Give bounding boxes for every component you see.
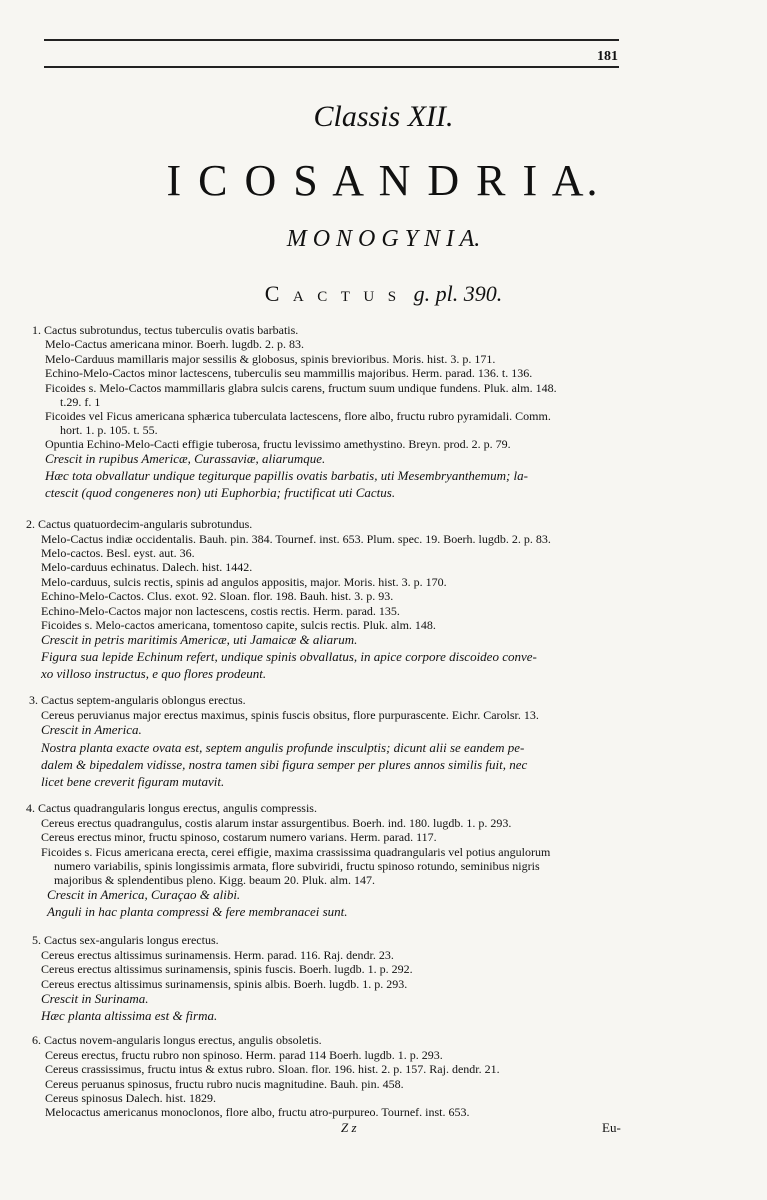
- entry-line: Cereus erectus, fructu rubro non spinoso. Herm. parad 114 Boerh. lugdb. 1. p. 293.: [45, 1048, 443, 1062]
- entry-line: Cereus peruvianus major erectus maximus, spinis fuscis obsitus, flore purpurascente. Eichr. Carolsr. 13.: [41, 708, 539, 722]
- entry-line: Cereus erectus altissimus surinamensis. Herm. parad. 116. Raj. dendr. 23.: [41, 948, 394, 962]
- entry-line: Cereus crassissimus, fructu intus & extus rubro. Sloan. flor. 196. hist. 2. p. 157. Raj. dendr. 21.: [45, 1062, 500, 1076]
- genus-reference: g. pl. 390.: [413, 281, 503, 306]
- entry-line: Cereus erectus minor, fructu spinoso, costarum numero varians. Herm. parad. 117.: [41, 830, 437, 844]
- entry-observation: dalem & bipedalem vidisse, nostra tamen sibi figura semper per plures annos similis fuit, nec: [41, 757, 528, 772]
- suborder-heading: M O N O G Y N I A.: [286, 226, 481, 252]
- entry-habitat: Crescit in rupibus Americæ, Curassaviæ, aliarumque.: [45, 451, 326, 466]
- entry-habitat: Crescit in Surinama.: [41, 991, 149, 1006]
- entry-line: Cereus peruanus spinosus, fructu rubro nucis magnitudine. Bauh. pin. 458.: [45, 1077, 404, 1091]
- entry-line: Ficoides s. Melo-cactos americana, tomentoso capite, sulcis rectis. Pluk. alm. 148.: [41, 618, 436, 632]
- entry-line: Echino-Melo-Cactos minor lactescens, tuberculis seu mammillis majoribus. Herm. parad. 136. t. 136.: [45, 366, 533, 380]
- entry-line: numero variabilis, spinis longissimis armata, flore subviridi, fructu spinoso rotundo, seminibus nigris: [54, 859, 540, 873]
- genus-heading: [0, 281, 767, 307]
- entry-line: Melo-carduus, sulcis rectis, spinis ad angulos appositis, major. Moris. hist. 3. p. 170.: [41, 575, 447, 589]
- entry-habitat: Crescit in petris maritimis Americæ, uti Jamaicæ & aliarum.: [41, 632, 358, 647]
- genus-name: C a c t u s: [264, 281, 401, 306]
- entry-line: 3. Cactus septem-angularis oblongus erectus.: [29, 693, 246, 707]
- entry-observation: Anguli in hac planta compressi & fere membranacei sunt.: [47, 904, 348, 919]
- entry-line: Cereus erectus quadrangulus, costis alarum instar assurgentibus. Boerh. ind. 180. lugdb. 1. p. 293.: [41, 816, 512, 830]
- catchword: Eu-: [602, 1120, 621, 1135]
- top-rule: [44, 39, 619, 41]
- entry-line: Ficoides s. Ficus americana erecta, cerei effigie, maxima crassissima quadrangularis vel potius angulorum: [41, 845, 551, 859]
- entry-line: Echino-Melo-Cactos. Clus. exot. 92. Sloan. flor. 198. Bauh. hist. 3. p. 93.: [41, 589, 394, 603]
- entry-line: 6. Cactus novem-angularis longus erectus, angulis obsoletis.: [32, 1033, 322, 1047]
- entry-line: 4. Cactus quadrangularis longus erectus, angulis compressis.: [26, 801, 317, 815]
- entry-line: Cereus erectus altissimus surinamensis, spinis albis. Boerh. lugdb. 1. p. 293.: [41, 977, 408, 991]
- entry-line: Opuntia Echino-Melo-Cacti effigie tuberosa, fructu levissimo amethystino. Breyn. prod. 2. p. 79.: [45, 437, 511, 451]
- entry-observation: ctescit (quod congeneres non) uti Euphorbia; fructificat uti Cactus.: [45, 485, 396, 500]
- entry-observation: xo villoso instructus, e quo flores prodeunt.: [41, 666, 267, 681]
- entry-line: Ficoides s. Melo-Cactos mammillaris glabra sulcis carens, fructum suum undique fundens. Pluk. alm. 148.: [45, 381, 557, 395]
- entry-habitat: Crescit in America.: [41, 722, 142, 737]
- entry-line: Cereus erectus altissimus surinamensis, spinis fuscis. Boerh. lugdb. 1. p. 292.: [41, 962, 413, 976]
- entry-observation: Hæc tota obvallatur undique tegiturque papillis ovatis barbatis, uti Mesembryanthemum; la-: [45, 468, 528, 483]
- entry-line: Melo-Cactus indiæ occidentalis. Bauh. pin. 384. Tournef. inst. 653. Plum. spec. 19. Boerh. lugdb. 2. p. 83.: [41, 532, 551, 546]
- header-rule: [44, 66, 619, 68]
- entry-observation: Figura sua lepide Echinum refert, undique spinis obvallatus, in apice corpore discoideo conve-: [41, 649, 537, 664]
- entry-line: 5. Cactus sex-angularis longus erectus.: [32, 933, 219, 947]
- entry-line: Melo-carduus echinatus. Dalech. hist. 1442.: [41, 560, 253, 574]
- entry-line: 2. Cactus quatuordecim-angularis subrotundus.: [26, 517, 253, 531]
- entry-line: t.29. f. 1: [60, 395, 101, 409]
- entry-line: 1. Cactus subrotundus, tectus tuberculis ovatis barbatis.: [32, 323, 299, 337]
- entry-line: Ficoides vel Ficus americana sphærica tuberculata lactescens, flore albo, fructu rubro pyramidali. Comm.: [45, 409, 551, 423]
- entry-observation: Hæc planta altissima est & firma.: [41, 1008, 218, 1023]
- entry-observation: Nostra planta exacte ovata est, septem angulis profunde insculptis; dicunt alii se eandem pe-: [41, 740, 525, 755]
- entry-line: Melocactus americanus monoclonos, flore albo, fructu atro-purpureo. Tournef. inst. 653.: [45, 1105, 470, 1119]
- entry-line: Cereus spinosus Dalech. hist. 1829.: [45, 1091, 216, 1105]
- signature-mark: Z z: [341, 1120, 357, 1135]
- page-number: 181: [597, 49, 618, 64]
- entry-line: Melo-Carduus mamillaris major sessilis & globosus, spinis brevioribus. Moris. hist. 3. p. 171.: [45, 352, 496, 366]
- classis-heading: Classis XII.: [313, 100, 454, 133]
- entry-line: Melo-cactos. Besl. eyst. aut. 36.: [41, 546, 195, 560]
- entry-line: hort. 1. p. 105. t. 55.: [60, 423, 158, 437]
- entry-line: majoribus & splendentibus pleno. Kigg. beaum 20. Pluk. alm. 147.: [54, 873, 375, 887]
- entry-line: Melo-Cactus americana minor. Boerh. lugdb. 2. p. 83.: [45, 337, 304, 351]
- order-heading: I C O S A N D R I A.: [166, 156, 601, 205]
- entry-line: Echino-Melo-Cactos major non lactescens, costis rectis. Herm. parad. 135.: [41, 604, 400, 618]
- entry-observation: licet bene creverit figuram mutavit.: [41, 774, 225, 789]
- entry-habitat: Crescit in America, Curaçao & alibi.: [47, 887, 241, 902]
